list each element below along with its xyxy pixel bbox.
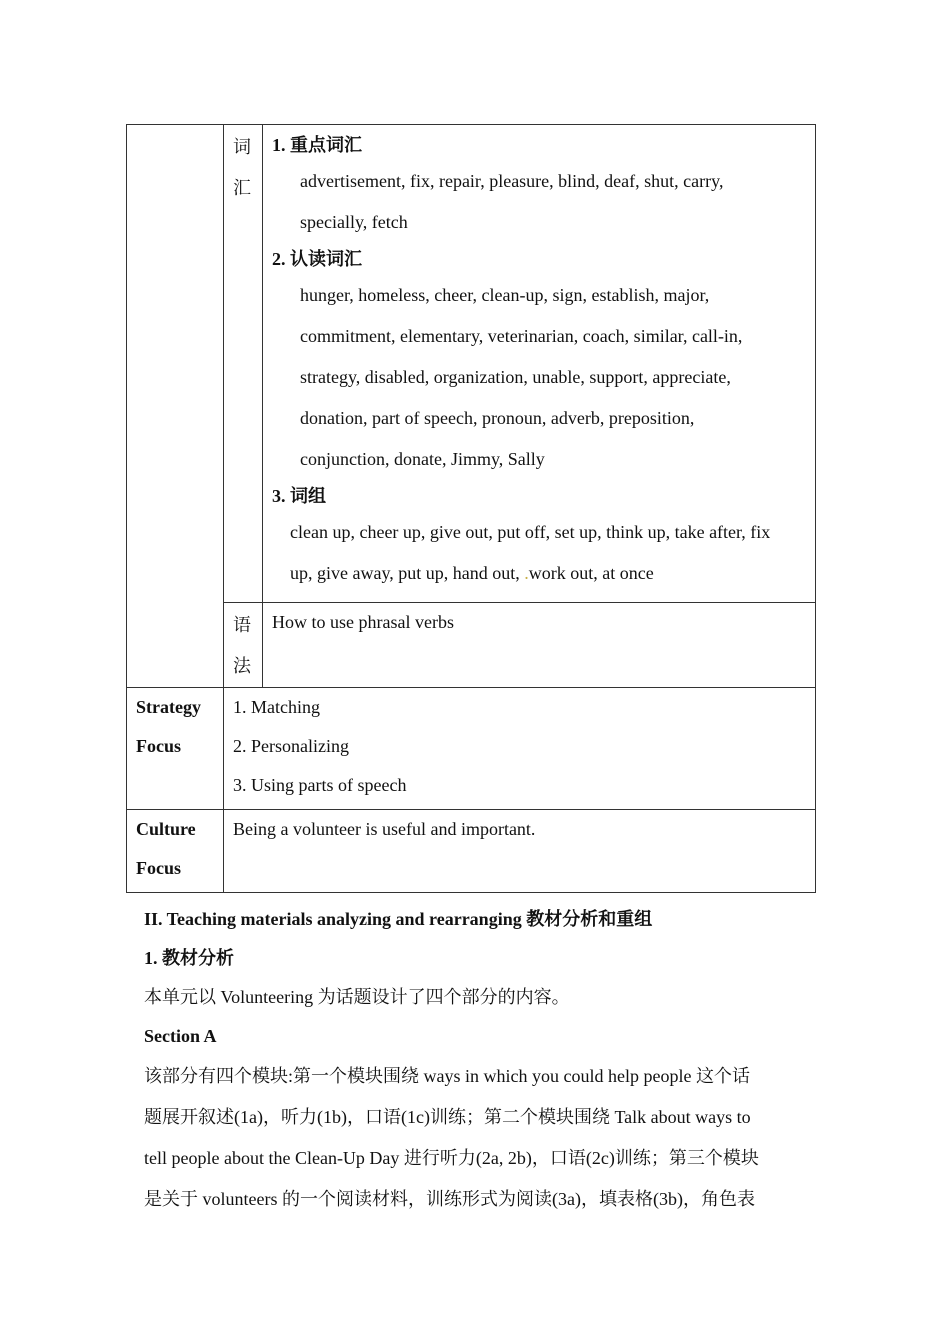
- culture-row: [127, 810, 816, 893]
- phrases-text: up, give away, put up, hand out,: [290, 563, 525, 583]
- objectives-table: [126, 124, 816, 893]
- section-title: II. Teaching materials analyzing and rearranging 教材分析和重组: [144, 909, 653, 929]
- grammar-label-cell: [224, 603, 263, 688]
- section-a-line: 该部分有四个模块:第一个模块围绕 ways in which you could help people 这个话: [144, 1066, 750, 1086]
- strategy-label: Focus: [136, 736, 181, 756]
- vocab-label-char: 汇: [233, 178, 251, 198]
- reading-words-line: hunger, homeless, cheer, clean-up, sign, establish, major,: [300, 285, 710, 305]
- section-a-line: 题展开叙述(1a)，听力(1b)，口语(1c)训练；第二个模块围绕 Talk about ways to: [144, 1107, 751, 1127]
- grammar-content-cell: [263, 603, 816, 688]
- strategy-item: 3. Using parts of speech: [233, 775, 407, 795]
- vocab-row: [127, 125, 816, 603]
- intro-paragraph: 本单元以 Volunteering 为话题设计了四个部分的内容。: [144, 987, 570, 1007]
- strategy-item: 1. Matching: [233, 697, 320, 717]
- vocab-label-char: 词: [233, 137, 251, 157]
- culture-text: Being a volunteer is useful and important.: [233, 819, 536, 839]
- stray-dot: .: [524, 563, 529, 583]
- culture-label: Culture: [136, 819, 196, 839]
- culture-label: Focus: [136, 858, 181, 878]
- strategy-label-cell: [127, 688, 224, 810]
- section-a-line: 是关于 volunteers 的一个阅读材料，训练形式为阅读(3a)，填表格(3b)，角色表: [144, 1189, 755, 1209]
- vocab-content-cell: [263, 125, 816, 603]
- phrases-line: clean up, cheer up, give out, put off, set up, think up, take after, fix: [290, 522, 771, 542]
- phrases-text: work out, at once: [528, 563, 654, 583]
- reading-words-line: donation, part of speech, pronoun, adverb, preposition,: [300, 408, 695, 428]
- analysis-section: [144, 900, 806, 1220]
- grammar-label-char: 语: [233, 615, 251, 635]
- section-a-heading: Section A: [144, 1026, 217, 1046]
- section-a-line: tell people about the Clean-Up Day 进行听力(2a, 2b)，口语(2c)训练；第三个模块: [144, 1148, 759, 1168]
- strategy-row: [127, 688, 816, 810]
- phrases-heading: 3. 词组: [272, 486, 326, 506]
- strategy-content-cell: [224, 688, 816, 810]
- reading-words-line: strategy, disabled, organization, unable, support, appreciate,: [300, 367, 731, 387]
- strategy-label: Strategy: [136, 697, 201, 717]
- subsection-title: 1. 教材分析: [144, 948, 234, 968]
- grammar-text: How to use phrasal verbs: [272, 612, 454, 632]
- culture-content-cell: [224, 810, 816, 893]
- vocab-label-cell: [224, 125, 263, 603]
- reading-words-heading: 2. 认读词汇: [272, 249, 362, 269]
- key-words-heading: 1. 重点词汇: [272, 135, 362, 155]
- key-words-line: specially, fetch: [300, 212, 408, 232]
- key-words-line: advertisement, fix, repair, pleasure, blind, deaf, shut, carry,: [300, 171, 724, 191]
- reading-words-line: commitment, elementary, veterinarian, coach, similar, call-in,: [300, 326, 743, 346]
- reading-words-line: conjunction, donate, Jimmy, Sally: [300, 449, 545, 469]
- grammar-row: [127, 603, 816, 688]
- grammar-label-char: 法: [233, 656, 251, 676]
- phrases-line: [290, 553, 806, 594]
- culture-label-cell: [127, 810, 224, 893]
- empty-category-cell: [127, 125, 224, 688]
- strategy-item: 2. Personalizing: [233, 736, 349, 756]
